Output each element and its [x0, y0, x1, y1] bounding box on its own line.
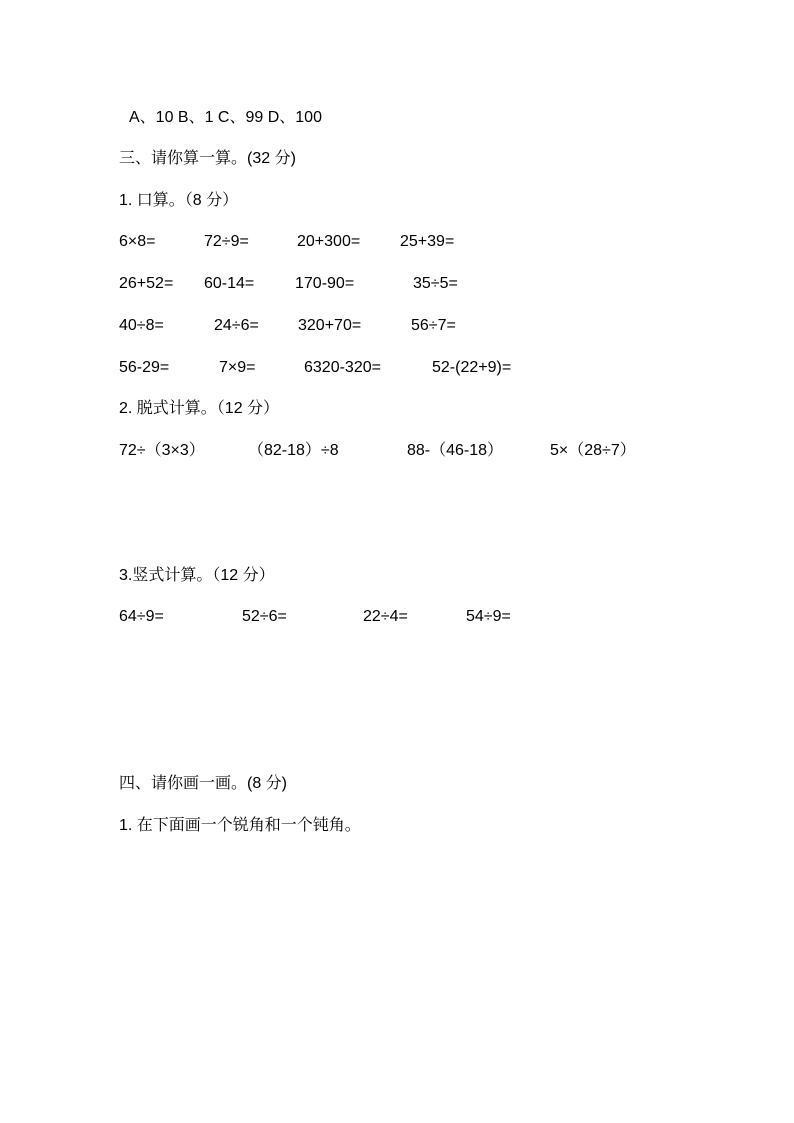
problem: 56÷7= — [411, 317, 456, 334]
problem: 5×（28÷7） — [550, 442, 636, 459]
problem: 22÷4= — [363, 608, 408, 625]
problem: 60-14= — [204, 275, 255, 292]
problem: 52÷6= — [242, 608, 287, 625]
part2-title: 2. 脱式计算。（12 分） — [119, 400, 280, 417]
problem: 25+39= — [400, 233, 455, 250]
problem: 56-29= — [119, 359, 170, 376]
problem: （82-18）÷8 — [248, 442, 339, 459]
section3-title: 三、请你算一算。(32 分) — [119, 150, 296, 167]
part3-title: 3.竖式计算。（12 分） — [119, 567, 275, 584]
problem: 54÷9= — [466, 608, 511, 625]
problem: 20+300= — [297, 233, 361, 250]
problem: 320+70= — [298, 317, 362, 334]
problem: 72÷9= — [204, 233, 249, 250]
problem: 7×9= — [219, 359, 256, 376]
problem: 40÷8= — [119, 317, 164, 334]
problem: 6×8= — [119, 233, 156, 250]
drawing-area[interactable] — [119, 850, 679, 1080]
section4-part1-title: 1. 在下面画一个锐角和一个钝角。 — [119, 817, 361, 834]
problem: 88-（46-18） — [407, 442, 504, 459]
section4-title: 四、请你画一画。(8 分) — [119, 775, 288, 792]
part1-title: 1. 口算。（8 分） — [119, 192, 239, 209]
problem: 26+52= — [119, 275, 174, 292]
problem: 6320-320= — [304, 359, 381, 376]
problem: 24÷6= — [214, 317, 259, 334]
problem: 35÷5= — [413, 275, 458, 292]
problem: 64÷9= — [119, 608, 164, 625]
problem: 52-(22+9)= — [432, 359, 512, 376]
problem: 72÷（3×3） — [119, 442, 205, 459]
choices-text: A、10 B、1 C、99 D、100 — [129, 109, 322, 126]
problem: 170-90= — [295, 275, 355, 292]
